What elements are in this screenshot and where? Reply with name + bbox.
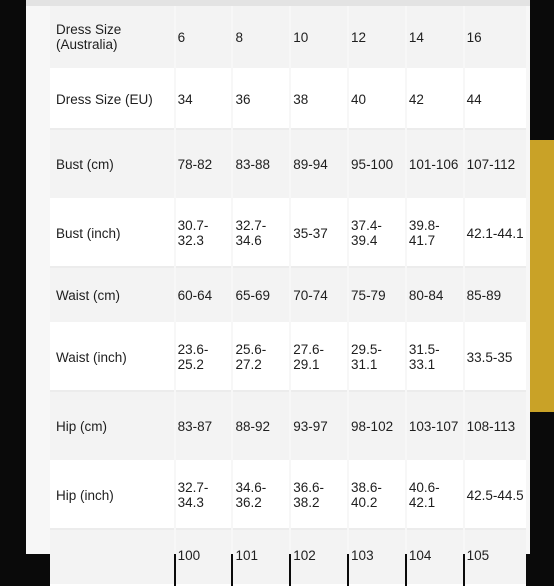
table-cell: 42.5-44.5 [465, 462, 526, 530]
table-cell: 42 [407, 70, 463, 130]
table-cell: 104 [407, 530, 463, 586]
table-cell: 37.4-39.4 [349, 200, 405, 268]
table-cell: 100 [176, 530, 232, 586]
table-cell: 36 [233, 70, 289, 130]
table-cell: 27.6-29.1 [291, 324, 347, 392]
row-label: Hip (inch) [50, 462, 174, 530]
table-cell: 98-102 [349, 392, 405, 462]
table-cell: 108-113 [465, 392, 526, 462]
table-cell: 42.1-44.1 [465, 200, 526, 268]
table-row [50, 130, 526, 200]
table-cell: 33.5-35 [465, 324, 526, 392]
row-label: Dress Size (EU) [50, 70, 174, 130]
table-cell: 8 [233, 6, 289, 70]
table-cell: 103-107 [407, 392, 463, 462]
table-cell: 16 [465, 6, 526, 70]
table-cell: 38 [291, 70, 347, 130]
row-label: Hip (cm) [50, 392, 174, 462]
table-cell: 44 [465, 70, 526, 130]
background-edge-band [530, 140, 554, 412]
table-cell: 35-37 [291, 200, 347, 268]
size-chart-sheet [26, 0, 530, 563]
table-cell: 83-88 [233, 130, 289, 200]
table-cell: 12 [349, 6, 405, 70]
table-cell: 32.7-34.6 [233, 200, 289, 268]
table-row [50, 70, 526, 130]
table-row [50, 392, 526, 462]
row-label: Waist (cm) [50, 268, 174, 324]
table-row [50, 462, 526, 530]
table-cell: 30.7-32.3 [176, 200, 232, 268]
table-cell: 78-82 [176, 130, 232, 200]
table-cell: 101 [233, 530, 289, 586]
table-cell: 107-112 [465, 130, 526, 200]
table-row [50, 6, 526, 70]
table-cell: 25.6-27.2 [233, 324, 289, 392]
row-label: Bust (cm) [50, 130, 174, 200]
table-row [50, 530, 526, 586]
table-cell: 40.6-42.1 [407, 462, 463, 530]
table-cell: 34 [176, 70, 232, 130]
table-cell: 102 [291, 530, 347, 586]
table-row [50, 324, 526, 392]
table-cell: 6 [176, 6, 232, 70]
table-cell: 65-69 [233, 268, 289, 324]
table-cell: 60-64 [176, 268, 232, 324]
table-cell: 40 [349, 70, 405, 130]
table-cell: 32.7-34.3 [176, 462, 232, 530]
table-row [50, 200, 526, 268]
table-row [50, 268, 526, 324]
table-cell: 101-106 [407, 130, 463, 200]
table-cell: 14 [407, 6, 463, 70]
table-cell: 105 [465, 530, 526, 586]
row-label: Bust (inch) [50, 200, 174, 268]
table-cell: 75-79 [349, 268, 405, 324]
row-label [50, 530, 174, 586]
table-cell: 93-97 [291, 392, 347, 462]
table-cell: 34.6-36.2 [233, 462, 289, 530]
table-cell: 38.6-40.2 [349, 462, 405, 530]
table-cell: 89-94 [291, 130, 347, 200]
table-cell: 70-74 [291, 268, 347, 324]
table-cell: 83-87 [176, 392, 232, 462]
table-cell: 10 [291, 6, 347, 70]
table-cell: 29.5-31.1 [349, 324, 405, 392]
table-cell: 103 [349, 530, 405, 586]
row-label: Waist (inch) [50, 324, 174, 392]
size-chart-table [48, 6, 528, 586]
table-cell: 85-89 [465, 268, 526, 324]
table-cell: 39.8-41.7 [407, 200, 463, 268]
table-cell: 23.6-25.2 [176, 324, 232, 392]
table-cell: 36.6-38.2 [291, 462, 347, 530]
table-cell: 80-84 [407, 268, 463, 324]
table-cell: 88-92 [233, 392, 289, 462]
row-label: Dress Size (Australia) [50, 6, 174, 70]
table-cell: 31.5-33.1 [407, 324, 463, 392]
table-cell: 95-100 [349, 130, 405, 200]
